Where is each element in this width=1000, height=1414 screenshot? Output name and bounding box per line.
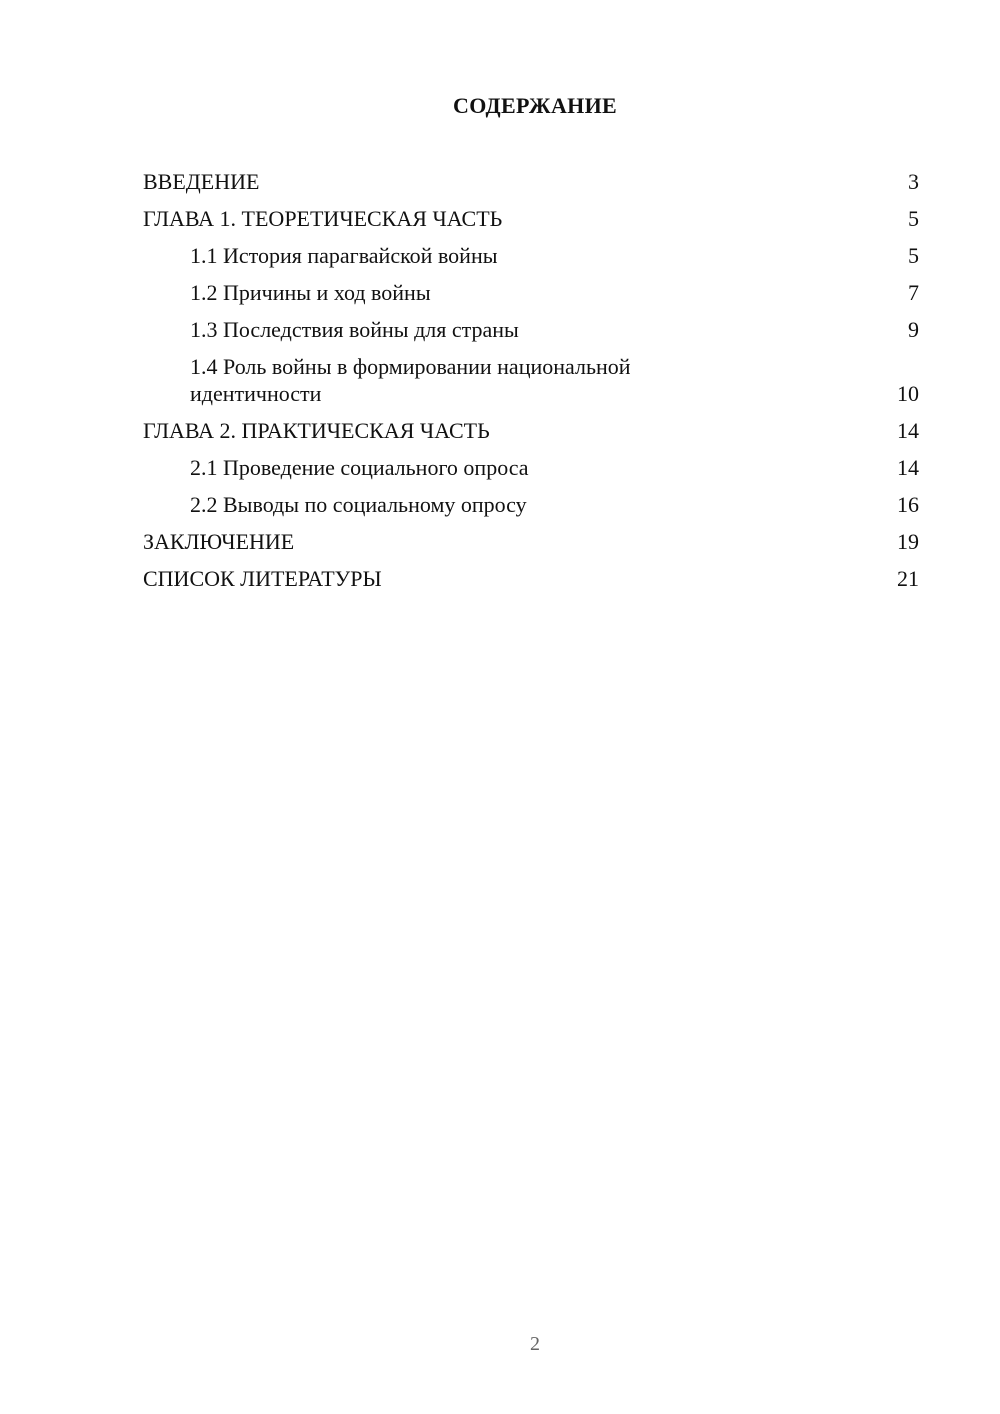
toc-entry-text: ГЛАВА 2. ПРАКТИЧЕСКАЯ ЧАСТЬ — [143, 418, 490, 443]
toc-entry-page: 16 — [897, 492, 919, 517]
toc-entry-text: 1.1 История парагвайской войны — [190, 243, 498, 268]
page-number: 2 — [530, 1333, 540, 1355]
toc-entry-page: 19 — [897, 529, 919, 554]
toc-entry-page: 9 — [908, 317, 919, 342]
toc-entry-page: 3 — [908, 169, 919, 194]
toc-entry — [143, 168, 919, 195]
toc-entry-text: ГЛАВА 1. ТЕОРЕТИЧЕСКАЯ ЧАСТЬ — [143, 206, 503, 231]
toc-entry-text: СПИСОК ЛИТЕРАТУРЫ — [143, 566, 382, 591]
toc-entry — [143, 565, 919, 592]
toc-entry-text: ВВЕДЕНИЕ — [143, 169, 260, 194]
toc-entry-page: 14 — [897, 418, 919, 443]
toc-entry-page: 5 — [908, 206, 919, 231]
toc-entry — [143, 316, 919, 343]
toc-entry-page: 10 — [897, 381, 919, 406]
table-of-contents — [143, 168, 919, 592]
toc-entry-page: 5 — [908, 243, 919, 268]
toc-entry — [143, 454, 919, 481]
toc-entry — [143, 279, 919, 306]
toc-entry-page: 21 — [897, 566, 919, 591]
toc-entry-text: 2.2 Выводы по социальному опросу — [190, 492, 527, 517]
toc-entry-text: ЗАКЛЮЧЕНИЕ — [143, 529, 295, 554]
toc-title: СОДЕРЖАНИЕ — [453, 93, 617, 118]
toc-entry-text: 2.1 Проведение социального опроса — [190, 455, 529, 480]
toc-entry — [143, 491, 919, 518]
toc-entry — [143, 205, 919, 232]
toc-entry — [143, 242, 919, 269]
toc-entry — [143, 528, 919, 555]
toc-entry — [143, 353, 919, 407]
toc-entry-text: 1.4 Роль войны в формировании национальной идентичности — [190, 354, 631, 406]
toc-entry-text: 1.3 Последствия войны для страны — [190, 317, 519, 342]
toc-entry-text: 1.2 Причины и ход войны — [190, 280, 431, 305]
toc-entry-page: 14 — [897, 455, 919, 480]
toc-entry-page: 7 — [908, 280, 919, 305]
toc-entry — [143, 417, 919, 444]
